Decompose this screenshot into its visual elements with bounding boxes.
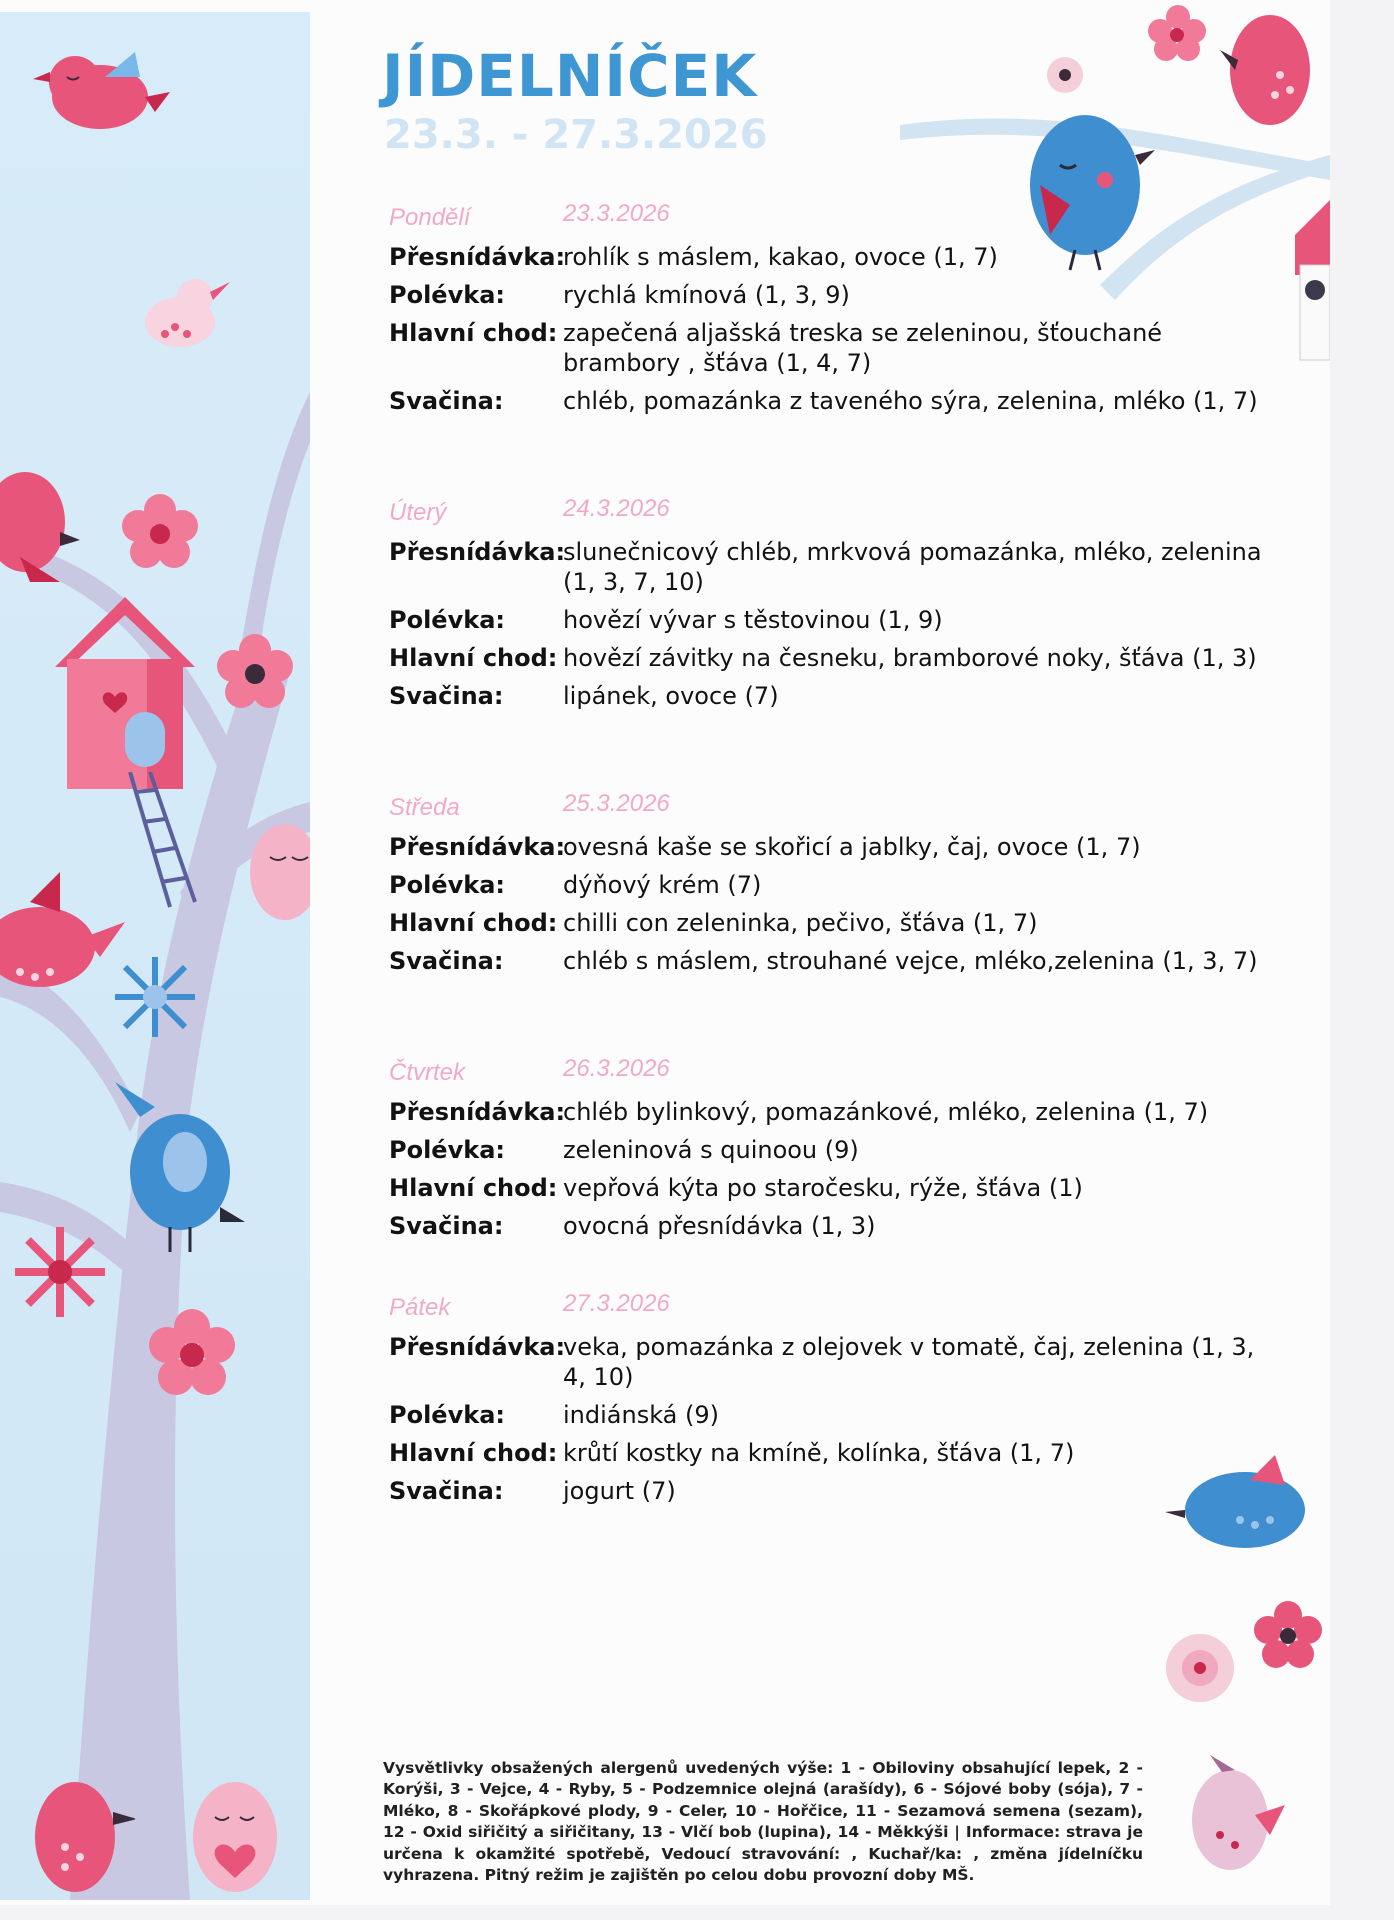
- day-date: 23.3.2026: [563, 200, 670, 227]
- meal-row: [389, 537, 1269, 597]
- meal-label: Svačina:: [389, 387, 504, 415]
- meal-row: [389, 1332, 1269, 1392]
- day-header: [389, 495, 1269, 529]
- meal-label: Polévka:: [389, 871, 505, 899]
- bird-icon: [110, 1077, 250, 1257]
- meal-row: [389, 1438, 1269, 1468]
- allergens-note: Vysvětlivky obsažených alergenů uvedených výše: 1 - Obiloviny obsahující lepek, 2 - Korýši, 3 - Vejce, 4 - Ryby, 5 - Podzemnice olejná (arašídy), 6 - Sójové boby (sója), 7 - Mléko, 8 - Skořápkové plody, 9 - Celer, 10 - Hořčice, 11 - Sezamová semena (sezam), 12 - Oxid siřičitý a siřičitany, 13 - Vlčí bob (lupina), 14 - Měkkýši | Informace: strava je určena k okamžité spotřebě, Vedoucí stravování: , Kuchař/ka: , změna jídelníčku vyhrazena. Pitný režim je zajištěn po celou dobu provozní doby MŠ.: [383, 1758, 1143, 1884]
- meal-label: Polévka:: [389, 1401, 505, 1429]
- meal-text: chléb bylinkový, pomazánkové, mléko, zelenina (1, 7): [563, 1098, 1209, 1126]
- bird-icon: [240, 812, 310, 932]
- meal-text: zapečená aljašská treska se zeleninou, šťouchané brambory , šťáva (1, 4, 7): [563, 319, 1163, 377]
- flower-icon: [1047, 57, 1083, 93]
- meal-text: vepřová kýta po staročesku, rýže, šťáva (1): [563, 1174, 1083, 1202]
- meal-label: Hlavní chod:: [389, 909, 558, 937]
- meal-text: krůtí kostky na kmíně, kolínka, šťáva (1, 7): [563, 1439, 1075, 1467]
- week-date-range: 23.3. - 27.3.2026: [384, 112, 768, 158]
- day-name: Čtvrtek: [389, 1059, 466, 1086]
- meal-label: Svačina:: [389, 1477, 504, 1505]
- meal-row: [389, 946, 1269, 976]
- birdhouse-icon: [1295, 200, 1330, 360]
- meal-text: zeleninová s quinoou (9): [563, 1136, 859, 1164]
- flower-icon: [120, 492, 200, 572]
- page-title: JÍDELNÍČEK: [382, 42, 758, 110]
- meal-text: hovězí vývar s těstovinou (1, 9): [563, 606, 943, 634]
- bird-icon: [1220, 15, 1310, 125]
- day-thursday: [389, 1055, 1269, 1241]
- meal-row: [389, 870, 1269, 900]
- meal-row: [389, 1173, 1269, 1203]
- bird-icon: [1192, 1755, 1285, 1870]
- meal-label: Polévka:: [389, 1136, 505, 1164]
- meal-row: [389, 318, 1269, 378]
- flower-icon: [1166, 1634, 1234, 1702]
- decorative-side-strip: [0, 12, 310, 1900]
- day-date: 25.3.2026: [563, 790, 670, 817]
- meal-label: Svačina:: [389, 682, 504, 710]
- bird-icon: [180, 1767, 290, 1900]
- flower-icon: [1148, 5, 1206, 61]
- meal-text: chilli con zeleninka, pečivo, šťáva (1, 7): [563, 909, 1038, 937]
- day-header: [389, 200, 1269, 234]
- meal-row: [389, 643, 1269, 673]
- bottom-right-decoration: [1160, 1440, 1330, 1900]
- meal-text: veka, pomazánka z olejovek v tomatě, čaj, zelenina (1, 3, 4, 10): [563, 1333, 1255, 1391]
- day-date: 24.3.2026: [563, 495, 670, 522]
- meal-label: Svačina:: [389, 1212, 504, 1240]
- meal-label: Přesnídávka:: [389, 833, 566, 861]
- day-name: Středa: [389, 794, 460, 821]
- meal-row: [389, 1476, 1269, 1506]
- flower-icon: [1254, 1601, 1322, 1668]
- day-date: 27.3.2026: [563, 1290, 670, 1317]
- meal-row: [389, 280, 1269, 310]
- meal-label: Hlavní chod:: [389, 1174, 558, 1202]
- ladder-icon: [125, 772, 205, 912]
- day-header: [389, 1290, 1269, 1324]
- day-header: [389, 1055, 1269, 1089]
- birdhouse-icon: [55, 597, 195, 797]
- meal-row: [389, 605, 1269, 635]
- meal-text: lipánek, ovoce (7): [563, 682, 779, 710]
- bird-icon: [125, 252, 245, 372]
- meal-label: Hlavní chod:: [389, 319, 558, 347]
- meal-label: Polévka:: [389, 606, 505, 634]
- day-friday: [389, 1290, 1269, 1506]
- meal-row: [389, 386, 1269, 416]
- day-monday: [389, 200, 1269, 416]
- day-header: [389, 790, 1269, 824]
- meal-label: Svačina:: [389, 947, 504, 975]
- meal-text: chléb s máslem, strouhané vejce, mléko,zelenina (1, 3, 7): [563, 947, 1258, 975]
- meal-text: slunečnicový chléb, mrkvová pomazánka, mléko, zelenina (1, 3, 7, 10): [563, 538, 1262, 596]
- day-date: 26.3.2026: [563, 1055, 670, 1082]
- flower-icon: [145, 1307, 240, 1402]
- meal-text: ovocná přesnídávka (1, 3): [563, 1212, 876, 1240]
- meal-text: rohlík s máslem, kakao, ovoce (1, 7): [563, 243, 998, 271]
- day-name: Úterý: [389, 499, 447, 526]
- meal-text: chléb, pomazánka z taveného sýra, zelenina, mléko (1, 7): [563, 387, 1258, 415]
- meal-label: Hlavní chod:: [389, 644, 558, 672]
- meal-row: [389, 1097, 1269, 1127]
- meal-text: dýňový krém (7): [563, 871, 762, 899]
- bird-icon: [25, 37, 175, 147]
- flower-icon: [215, 632, 295, 712]
- day-name: Pondělí: [389, 204, 471, 231]
- meal-text: rychlá kmínová (1, 3, 9): [563, 281, 850, 309]
- meal-label: Přesnídávka:: [389, 243, 566, 271]
- day-wednesday: [389, 790, 1269, 976]
- meal-row: [389, 1400, 1269, 1430]
- meal-text: jogurt (7): [563, 1477, 676, 1505]
- flower-icon: [10, 1222, 110, 1322]
- meal-label: Přesnídávka:: [389, 538, 566, 566]
- bird-icon: [0, 462, 90, 592]
- meal-text: hovězí závitky na česneku, bramborové noky, šťáva (1, 3): [563, 644, 1257, 672]
- meal-row: [389, 242, 1269, 272]
- meal-label: Polévka:: [389, 281, 505, 309]
- bird-icon: [25, 1767, 135, 1900]
- meal-text: ovesná kaše se skořicí a jablky, čaj, ovoce (1, 7): [563, 833, 1141, 861]
- day-name: Pátek: [389, 1294, 451, 1321]
- meal-row: [389, 1135, 1269, 1165]
- meal-label: Hlavní chod:: [389, 1439, 558, 1467]
- day-tuesday: [389, 495, 1269, 711]
- flower-icon: [110, 952, 200, 1042]
- meal-text: indiánská (9): [563, 1401, 720, 1429]
- meal-row: [389, 1211, 1269, 1241]
- meal-row: [389, 908, 1269, 938]
- meal-row: [389, 832, 1269, 862]
- meal-row: [389, 681, 1269, 711]
- meal-label: Přesnídávka:: [389, 1333, 566, 1361]
- meal-label: Přesnídávka:: [389, 1098, 566, 1126]
